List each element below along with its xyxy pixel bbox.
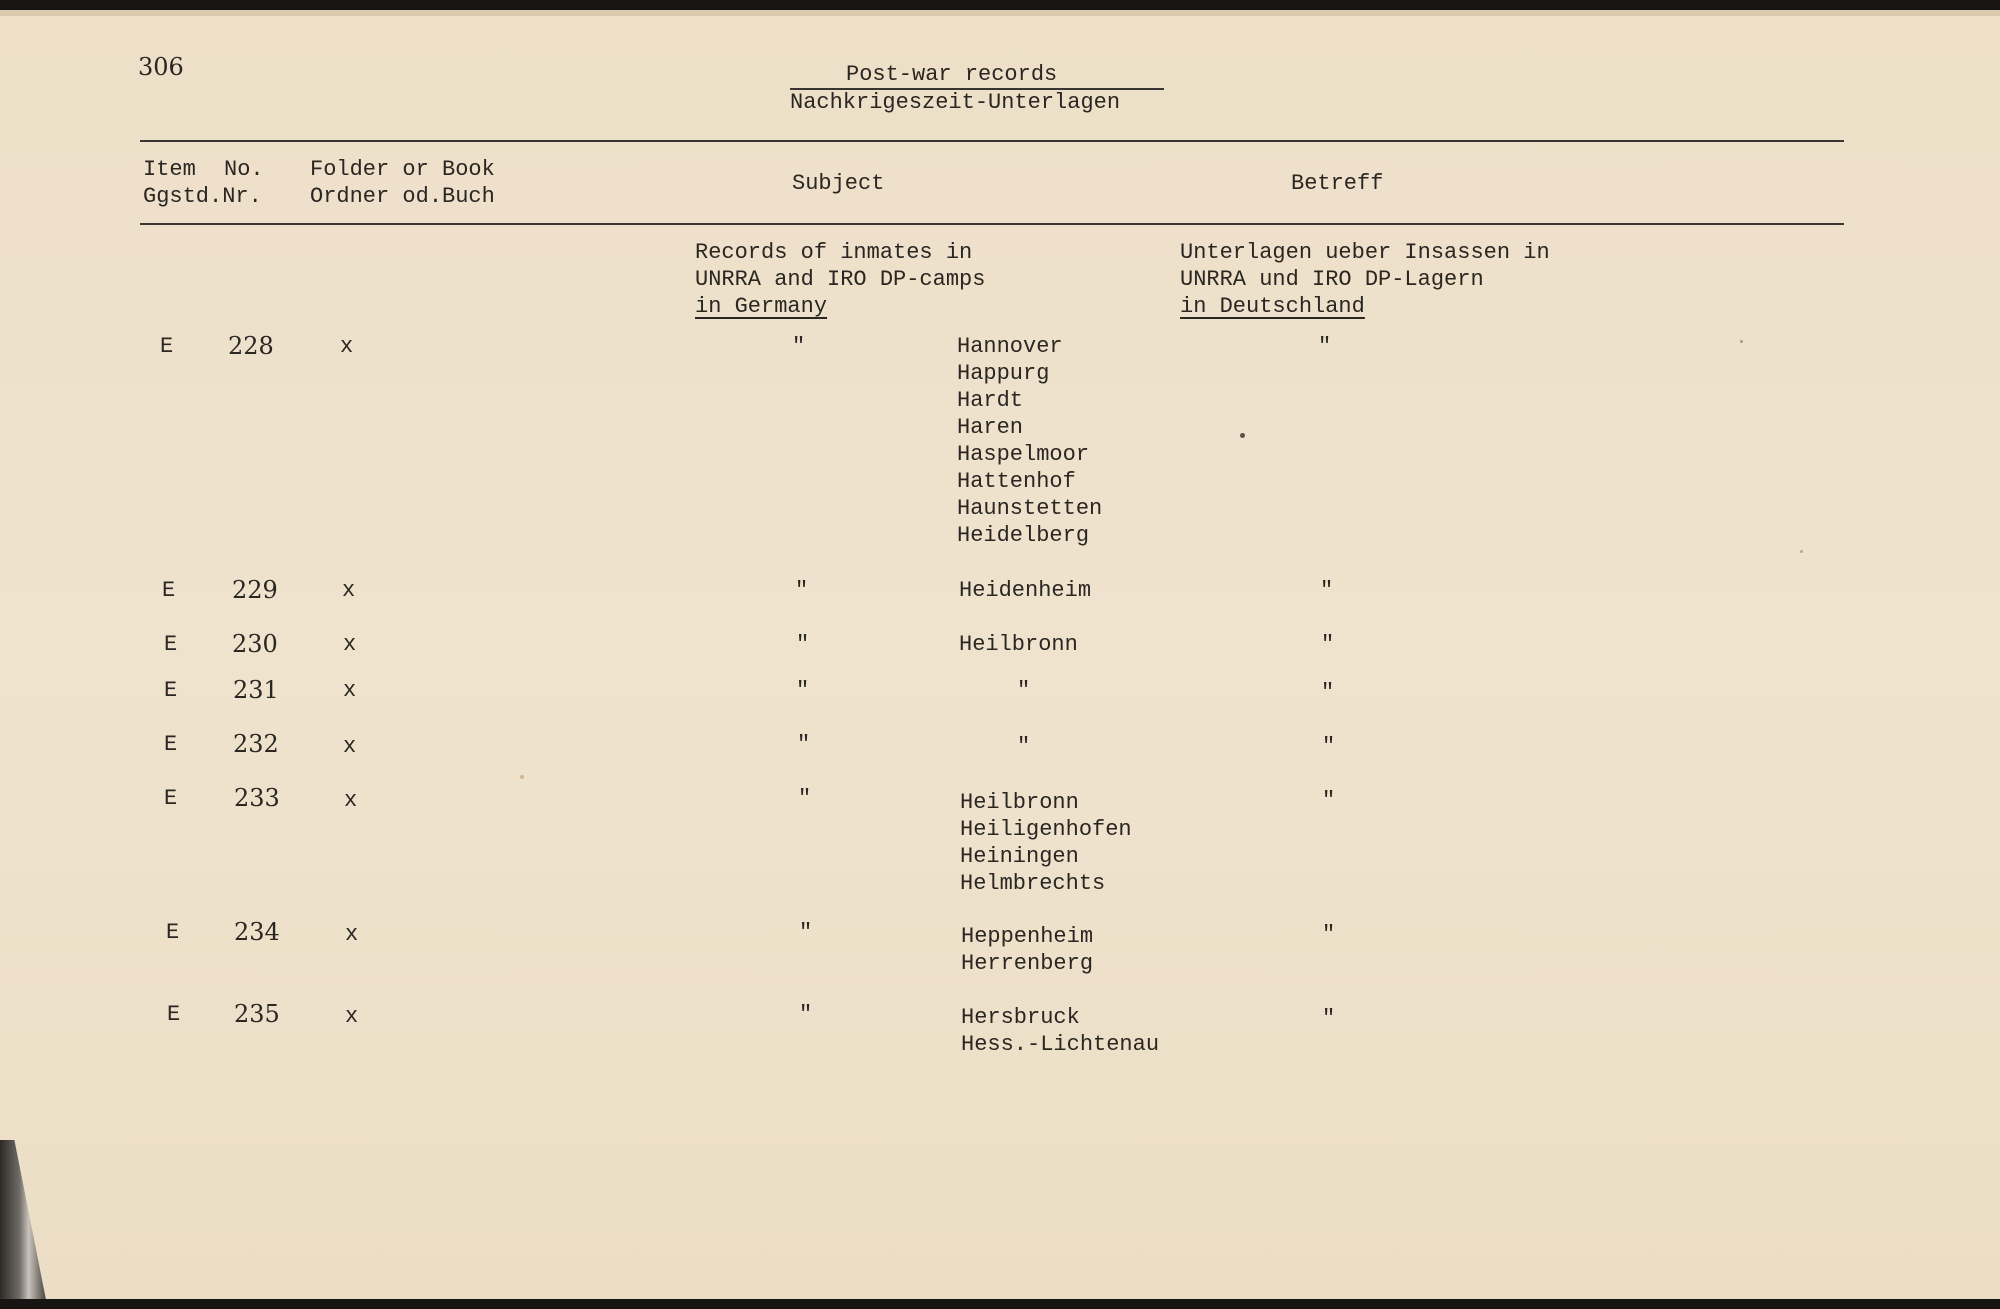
row-place: Happurg [957,361,1050,386]
row-subject-ditto: " [798,786,812,811]
section-betreff-line-1: Unterlagen ueber Insassen in [1180,240,1550,265]
paper-speck [1800,550,1803,553]
row-subject-ditto: " [796,678,810,703]
header-bottom-rule [140,223,1844,225]
row-folder-mark: x [343,734,357,759]
row-subject-ditto: " [799,1002,813,1027]
row-place: Heppenheim [961,924,1094,949]
document-page [0,10,2000,1299]
row-number: 229 [232,576,278,604]
row-number: 232 [233,730,279,758]
row-betreff-ditto: " [1322,734,1336,759]
row-betreff-ditto: " [1320,578,1334,603]
section-subject-line-1: Records of inmates in [695,240,973,265]
row-item: E [164,632,178,657]
row-betreff-ditto: " [1321,680,1335,705]
title-english: Post-war records [846,62,1058,87]
row-place: Heidenheim [959,578,1092,603]
row-subject-ditto: " [799,920,813,945]
row-place: Haspelmoor [957,442,1090,467]
paper-speck [1740,340,1743,343]
row-subject-ditto: " [797,732,811,757]
header-folder-de: Ordner od.Buch [310,184,495,209]
row-number: 233 [234,784,280,812]
header-no: No. [224,157,264,182]
row-item: E [164,786,178,811]
row-place: Hess.-Lichtenau [961,1032,1160,1057]
header-item-no-de: Ggstd.Nr. [143,184,262,209]
header-subject: Subject [792,171,885,196]
row-betreff-ditto: " [1322,788,1336,813]
row-folder-mark: x [343,632,357,657]
row-place: Heiningen [960,844,1079,869]
row-subject-ditto: " [796,632,810,657]
row-folder-mark: x [345,922,359,947]
row-folder-mark: x [345,1004,359,1029]
header-item: Item [143,157,196,182]
page-edge-shade [0,10,2000,16]
paper-speck [520,775,524,779]
row-place: Hardt [957,388,1024,413]
row-place: Helmbrechts [960,871,1106,896]
header-folder: Folder or Book [310,157,495,182]
title-german: Nachkrigeszeit-Unterlagen [790,90,1121,115]
row-betreff-ditto: " [1318,334,1332,359]
row-subject-ditto: " [795,578,809,603]
page-number: 306 [138,53,184,81]
row-item: E [164,678,178,703]
row-betreff-ditto: " [1321,632,1335,657]
row-place: Heidelberg [957,523,1090,548]
section-subject-line-2: UNRRA and IRO DP-camps [695,267,986,292]
row-item: E [160,334,174,359]
row-item: E [162,578,176,603]
paper-speck [1240,433,1245,438]
row-place: Heilbronn [959,632,1078,657]
row-folder-mark: x [343,678,357,703]
row-folder-mark: x [342,578,356,603]
row-folder-mark: x [344,788,358,813]
row-betreff-ditto: " [1322,922,1336,947]
row-number: 234 [234,918,280,946]
row-number: 231 [233,676,279,704]
row-folder-mark: x [340,334,354,359]
header-top-rule [140,140,1844,142]
row-place: Haren [957,415,1024,440]
row-item: E [166,920,180,945]
row-item: E [164,732,178,757]
row-place: Hattenhof [957,469,1076,494]
row-number: 228 [228,332,274,360]
row-subject-ditto: " [792,334,806,359]
row-number: 230 [232,630,278,658]
binding-spine [0,1140,48,1299]
section-betreff-line-2: UNRRA und IRO DP-Lagern [1180,267,1484,292]
row-place: Haunstetten [957,496,1103,521]
row-place: Hannover [957,334,1063,359]
header-betreff: Betreff [1291,171,1384,196]
row-place-ditto: " [1017,678,1031,703]
section-betreff-line-3: in Deutschland [1180,294,1365,319]
row-place-ditto: " [1017,734,1031,759]
row-number: 235 [234,1000,280,1028]
section-subject-line-3: in Germany [695,294,828,319]
row-place: Heiligenhofen [960,817,1132,842]
row-place: Hersbruck [961,1005,1080,1030]
row-place: Heilbronn [960,790,1079,815]
row-item: E [167,1002,181,1027]
row-place: Herrenberg [961,951,1094,976]
row-betreff-ditto: " [1322,1006,1336,1031]
